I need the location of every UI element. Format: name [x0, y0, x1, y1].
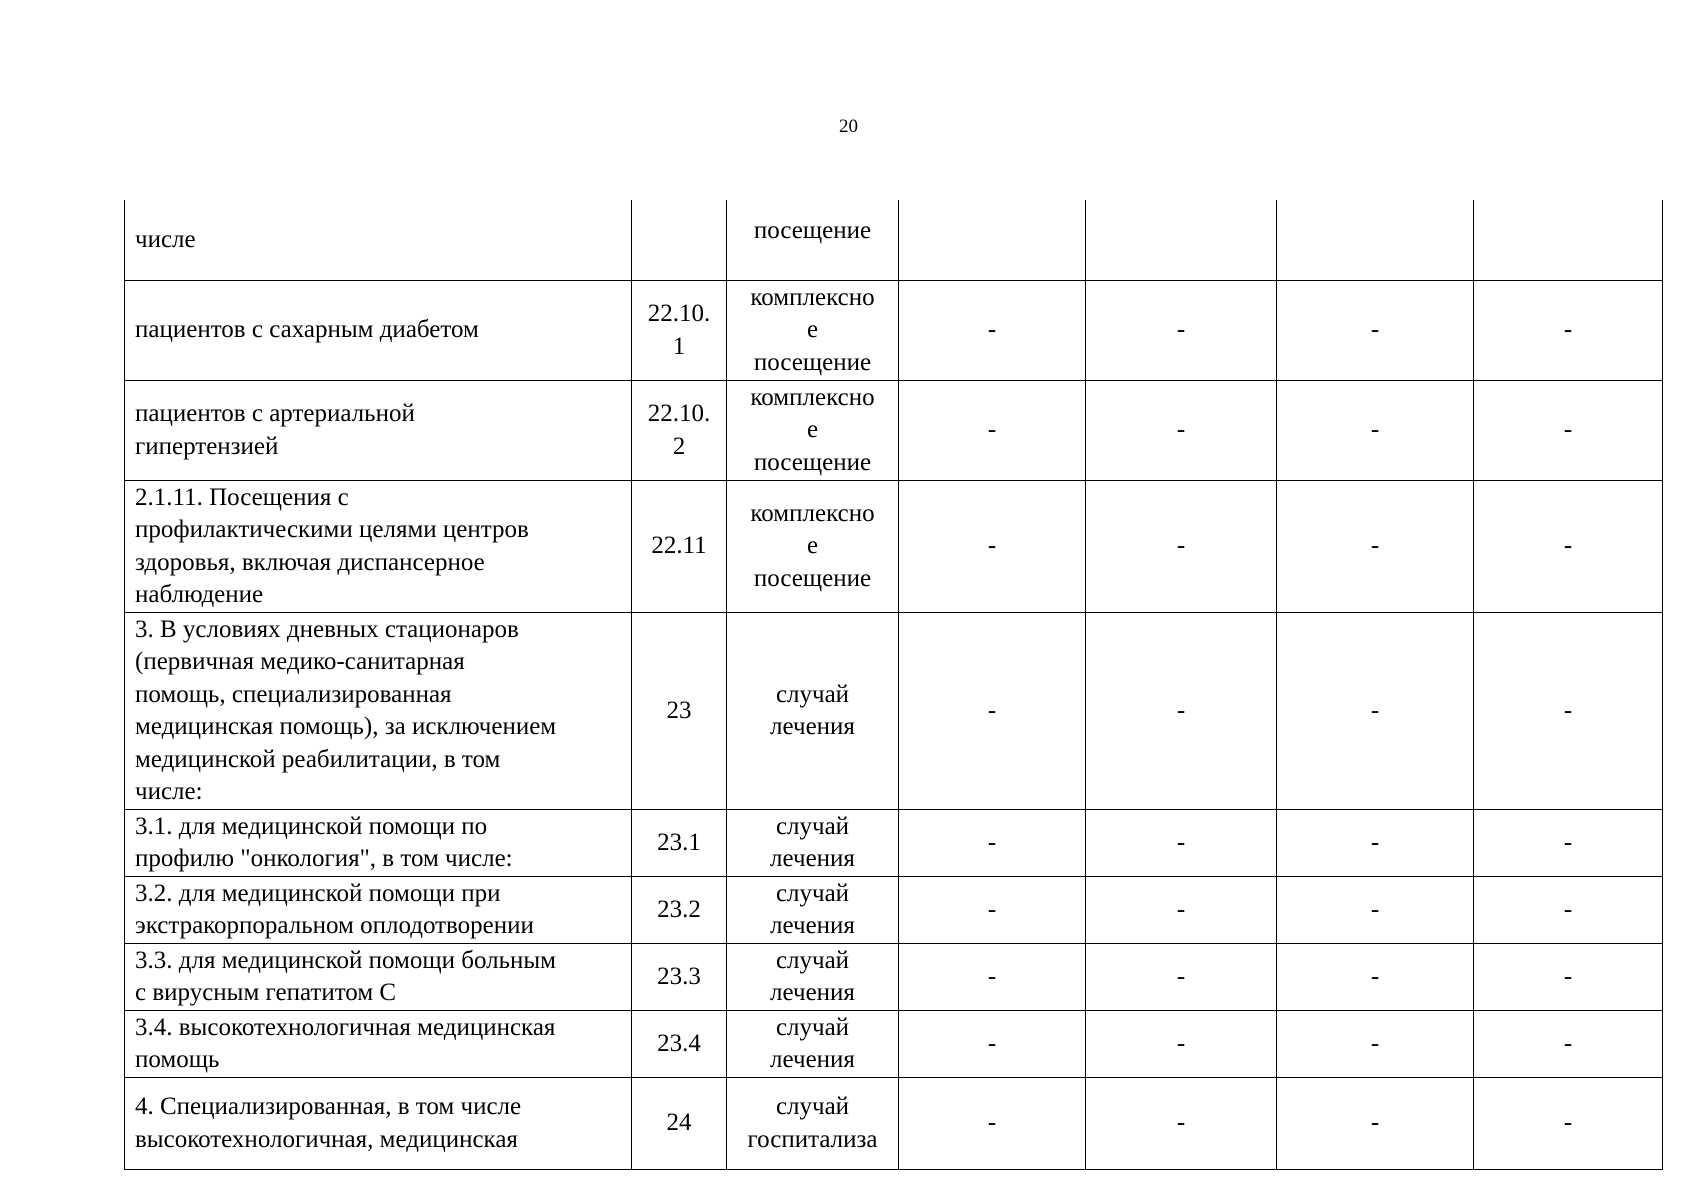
table-row — [125, 381, 1663, 481]
row-unit-cell: комплексно е посещение — [727, 481, 899, 613]
row-name-cell: 3.3. для медицинской помощи больным с вирусным гепатитом С — [125, 944, 632, 1011]
row-name-cell: 3. В условиях дневных стационаров (первичная медико-санитарная помощь, специализированная медицинская помощь), за исключением медицинской реабилитации, в том числе: — [125, 613, 632, 810]
page-number: 20 — [839, 116, 858, 137]
row-code-cell: 22.10. 1 — [632, 281, 727, 381]
row-value-cell: - — [899, 1011, 1086, 1078]
row-value-cell: - — [899, 613, 1086, 810]
table-row — [125, 613, 1663, 810]
table-row — [125, 877, 1663, 944]
row-value-cell — [1086, 200, 1277, 281]
table-row — [125, 1011, 1663, 1078]
row-value-cell: - — [1086, 481, 1277, 613]
row-unit-cell: случай лечения — [727, 810, 899, 877]
row-unit-cell: случай лечения — [727, 1011, 899, 1078]
row-value-cell: - — [899, 281, 1086, 381]
row-value-cell: - — [1277, 1011, 1474, 1078]
row-value-cell: - — [1277, 481, 1474, 613]
row-unit-cell: комплексно е посещение — [727, 281, 899, 381]
row-code-cell: 23.4 — [632, 1011, 727, 1078]
row-value-cell: - — [899, 481, 1086, 613]
row-code-cell: 24 — [632, 1078, 727, 1170]
row-value-cell: - — [1086, 810, 1277, 877]
row-value-cell: - — [1277, 613, 1474, 810]
row-value-cell: - — [899, 810, 1086, 877]
row-value-cell — [1474, 200, 1663, 281]
row-code-cell: 22.10. 2 — [632, 381, 727, 481]
row-value-cell: - — [1474, 281, 1663, 381]
row-value-cell: - — [1277, 810, 1474, 877]
row-name-cell: 3.2. для медицинской помощи при экстракорпоральном оплодотворении — [125, 877, 632, 944]
row-value-cell: - — [1474, 877, 1663, 944]
row-value-cell: - — [1474, 613, 1663, 810]
row-name-cell: пациентов с артериальной гипертензией — [125, 381, 632, 481]
table-row — [125, 281, 1663, 381]
row-value-cell: - — [1474, 381, 1663, 481]
row-unit-cell: комплексно е посещение — [727, 381, 899, 481]
table-row — [125, 1078, 1663, 1170]
row-value-cell: - — [1086, 1078, 1277, 1170]
row-value-cell: - — [1086, 944, 1277, 1011]
row-code-cell — [632, 200, 727, 281]
row-code-cell: 23.3 — [632, 944, 727, 1011]
table-row — [125, 944, 1663, 1011]
table-row — [125, 481, 1663, 613]
row-value-cell: - — [1086, 613, 1277, 810]
row-value-cell: - — [1086, 281, 1277, 381]
row-unit-cell: посещение — [727, 200, 899, 281]
row-unit-cell: случай лечения — [727, 613, 899, 810]
row-code-cell: 22.11 — [632, 481, 727, 613]
row-code-cell: 23.1 — [632, 810, 727, 877]
table-row — [125, 810, 1663, 877]
row-value-cell — [1277, 200, 1474, 281]
row-name-cell: числе — [125, 200, 632, 281]
row-name-cell: 4. Специализированная, в том числе высокотехнологичная, медицинская — [125, 1078, 632, 1170]
row-value-cell — [899, 200, 1086, 281]
table-row — [125, 200, 1663, 281]
row-value-cell: - — [899, 944, 1086, 1011]
row-value-cell: - — [1474, 944, 1663, 1011]
row-value-cell: - — [1277, 381, 1474, 481]
row-value-cell: - — [1474, 481, 1663, 613]
document-table — [124, 200, 1663, 1170]
row-value-cell: - — [1277, 1078, 1474, 1170]
row-value-cell: - — [1474, 1078, 1663, 1170]
row-code-cell: 23 — [632, 613, 727, 810]
row-unit-cell: случай лечения — [727, 944, 899, 1011]
row-value-cell: - — [1474, 810, 1663, 877]
row-value-cell: - — [1086, 877, 1277, 944]
row-value-cell: - — [1086, 381, 1277, 481]
row-unit-cell: случай лечения — [727, 877, 899, 944]
row-value-cell: - — [1277, 877, 1474, 944]
row-value-cell: - — [1277, 281, 1474, 381]
row-value-cell: - — [899, 1078, 1086, 1170]
row-value-cell: - — [1277, 944, 1474, 1011]
row-value-cell: - — [1086, 1011, 1277, 1078]
row-name-cell: 3.4. высокотехнологичная медицинская помощь — [125, 1011, 632, 1078]
row-unit-cell: случай госпитализа — [727, 1078, 899, 1170]
row-name-cell: пациентов с сахарным диабетом — [125, 281, 632, 381]
row-value-cell: - — [899, 381, 1086, 481]
row-name-cell: 2.1.11. Посещения с профилактическими целями центров здоровья, включая диспансерное наблюдение — [125, 481, 632, 613]
row-value-cell: - — [1474, 1011, 1663, 1078]
table-body — [125, 200, 1663, 1170]
row-value-cell: - — [899, 877, 1086, 944]
row-name-cell: 3.1. для медицинской помощи по профилю "онкология", в том числе: — [125, 810, 632, 877]
row-code-cell: 23.2 — [632, 877, 727, 944]
